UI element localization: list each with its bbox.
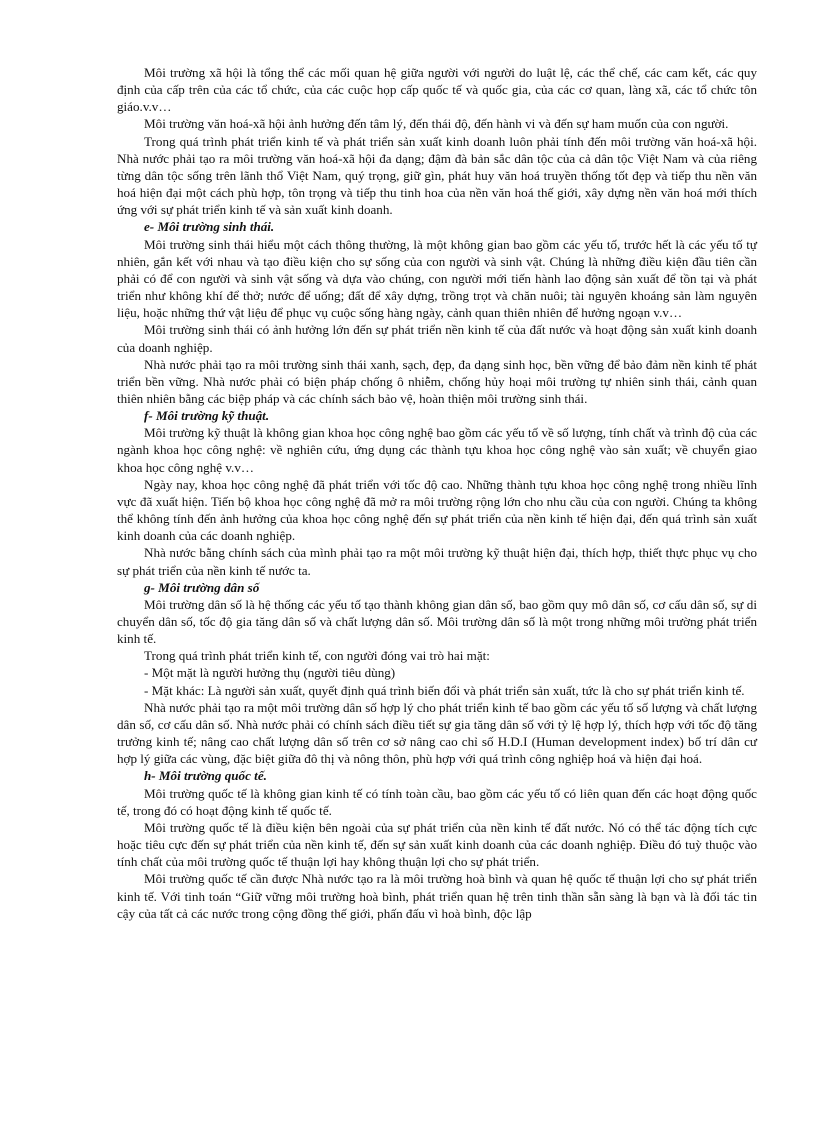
paragraph: Môi trường dân số là hệ thống các yếu tố tạo thành không gian dân số, bao gồm quy mô dân số, cơ cấu dân số, sự di chuyển dân số, tốc độ gia tăng dân số và chất lượng dân số. Môi trường dân số là một trong những môi trường phát triển kinh tế. [117,596,757,647]
paragraph: Trong quá trình phát triển kinh tế và phát triển sản xuất kinh doanh luôn phải tính đến môi trường văn hoá-xã hội. Nhà nước phải tạo ra môi trường văn hoá-xã hội đa dạng; đậm đà bản sắc dân tộc của cả dân tộc Việt Nam và của riêng từng dân tộc sống trên lãnh thổ Việt Nam, quý trọng, giữ gìn, phát huy văn hoá truyền thống tốt đẹp và tiếp thu nền văn hoá hiện đại một cách phù hợp, tôn trọng và tiếp thu tinh hoa của nền văn hoá thế giới, xây dựng nền văn hoá mới thích ứng với sự phát triển kinh tế và sản xuất kinh doanh. [117,133,757,218]
paragraph: Nhà nước phải tạo ra một môi trường dân số hợp lý cho phát triển kinh tế bao gồm các yếu tố số lượng và chất lượng dân số, cơ cấu dân số. Nhà nước phải có chính sách điều tiết sự gia tăng dân số với tỷ lệ hợp lý, thích hợp với tốc độ tăng trưởng kinh tế; nâng cao chất lượng dân số trên cơ sở nâng cao chỉ số H.D.I (Human development index) bố trí dân cư hợp lý giữa các vùng, đặc biệt giữa đô thị và nông thôn, phù hợp với quá trình công nghiệp hoá và hiện đại hoá. [117,699,757,767]
paragraph: Môi trường sinh thái có ảnh hưởng lớn đến sự phát triển nền kinh tế của đất nước và hoạt động sản xuất kinh doanh của doanh nghiệp. [117,322,757,355]
paragraph: Môi trường quốc tế là không gian kinh tế có tính toàn cầu, bao gồm các yếu tố có liên quan đến các hoạt động quốc tế, trong đó có hoạt động kinh tế quốc tế. [117,785,757,818]
paragraph: Môi trường quốc tế cần được Nhà nước tạo ra là môi trường hoà bình và quan hệ quốc tế thuận lợi cho sự phát triển kinh tế. Với tinh toán “Giữ vững môi trường hoà bình, phát triển quan hệ trên tinh thần sẵn sàng là bạn và là đối tác tin cậy của tất cả các nước trong cộng đồng thế giới, phấn đấu vì hoà bình, độc lập [117,871,757,921]
section-heading-f: f- Môi trường kỹ thuật. [144,408,270,424]
paragraph: Nhà nước bằng chính sách của mình phải tạo ra một môi trường kỹ thuật hiện đại, thích hợp, thiết thực phục vụ cho sự phát triển của nền kinh tế nước ta. [117,545,757,578]
paragraph: Môi trường văn hoá-xã hội ảnh hưởng đến tâm lý, đến thái độ, đến hành vi và đến sự ham muốn của con người. [144,116,729,132]
paragraph: Môi trường sinh thái hiểu một cách thông thường, là một không gian bao gồm các yếu tố, trước hết là các yếu tố tự nhiên, gắn kết với nhau và tạo điều kiện cho sự sống của con người và sinh vật. Chúng là những điều kiện đầu tiên cần phải có để con người và sinh vật sống và dựa vào chúng, con người mới tiến hành lao động sản xuất để tồn tại và phát triển như không khí để thở; nước để uống; đất để xây dựng, trồng trọt và chăn nuôi; tài nguyên khoáng sản làm nguyên liệu, hoặc những thứ vật liệu để phục vụ cuộc sống hàng ngày, cảnh quan thiên nhiên để hưởng ngoạn v.v… [117,236,757,321]
section-heading-e: e- Môi trường sinh thái. [144,219,275,235]
paragraph: Môi trường kỹ thuật là không gian khoa học công nghệ bao gồm các yếu tố về số lượng, tính chất và trình độ của các ngành khoa học công nghệ: về nghiên cứu, ứng dụng các thành tựu khoa học công nghệ vào sản xuất; về chuyển giao khoa học công nghệ v.v… [117,425,757,475]
document-page [117,64,757,922]
paragraph: Trong quá trình phát triển kinh tế, con người đóng vai trò hai mặt: [144,648,490,664]
section-heading-h: h- Môi trường quốc tế. [144,768,267,784]
paragraph: Ngày nay, khoa học công nghệ đã phát triển với tốc độ cao. Những thành tựu khoa học công nghệ trong nhiều lĩnh vực đã xuất hiện. Tiến bộ khoa học công nghệ đã mở ra môi trường rộng lớn cho nhu cầu của con người. Chúng ta không thể không tính đến ảnh hưởng của khoa học công nghệ đến sự phát triển của nền kinh tế hiện đại, đến quá trình sản xuất kinh doanh của các doanh nghiệp. [117,476,757,544]
dash-list-item: - Một mặt là người hưởng thụ (người tiêu dùng) [144,665,396,681]
dash-list-item: - Mặt khác: Là người sản xuất, quyết định quá trình biến đổi và phát triển sản xuất, tức là cho sự phát triển kinh tế. [144,682,745,698]
paragraph: Nhà nước phải tạo ra môi trường sinh thái xanh, sạch, đẹp, đa dạng sinh học, bền vững để bảo đảm nền kinh tế phát triển bền vững. Nhà nước phải có biện pháp chống ô nhiễm, chống hủy hoại môi trường tự nhiên sinh thái, cảnh quan thiên nhiên bằng các biệp pháp và các chính sách bảo vệ, hoàn thiện môi trường sinh thái. [117,356,757,406]
paragraph: Môi trường quốc tế là điều kiện bên ngoài của sự phát triển của nền kinh tế đất nước. Nó có thể tác động tích cực hoặc tiêu cực đến sự phát triển của nền kinh tế, đến sự sản xuất kinh doanh của các doanh nghiệp. Điều đó tuỳ thuộc vào tính chất của môi trường quốc tế thuận lợi hay không thuận lợi cho sự phát triển. [117,819,757,870]
paragraph: Môi trường xã hội là tổng thể các mối quan hệ giữa người với người do luật lệ, các thể chế, các cam kết, các quy định của cấp trên của các tổ chức, của các cuộc họp cấp quốc tế và quốc gia, của các cơ quan, làng xã, các tổ chức tôn giáo.v.v… [117,65,757,115]
section-heading-g: g- Môi trường dân số [144,579,260,595]
